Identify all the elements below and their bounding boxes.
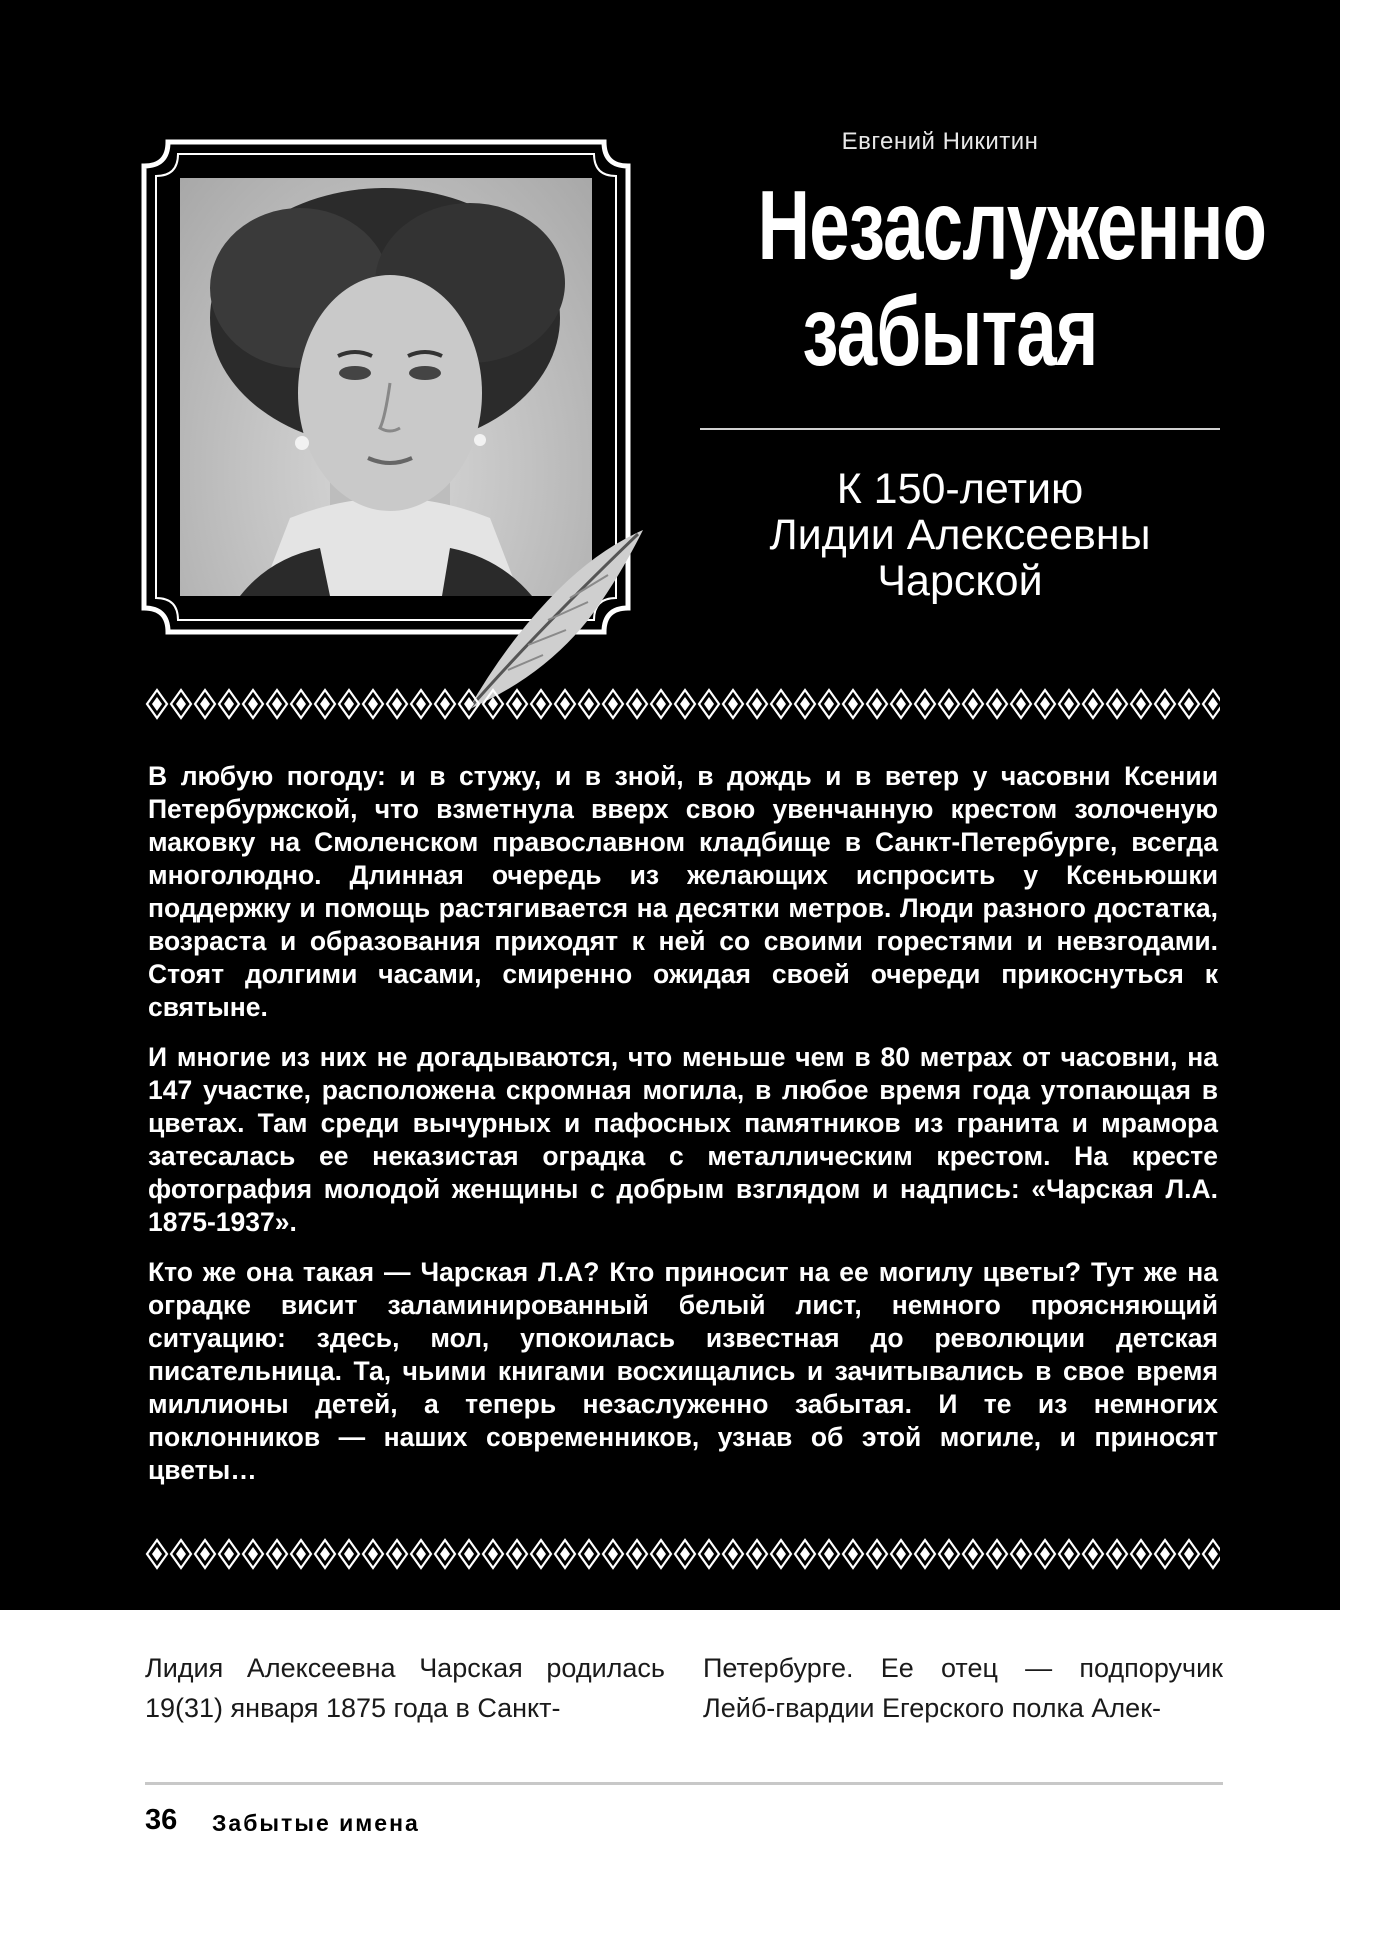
ornament-divider-bottom [145,1536,1220,1572]
lead-paragraph-1: В любую погоду: и в стужу, и в зной, в дождь и в ветер у часовни Ксении Петербуржской, что взметнула вверх свою увенчанную крестом золоченую маковку на Смоленском православном кладбище в Санкт-Петербурге, всегда многолюдно. Длинная очередь из желающих испросить у Ксеньюшки поддержку и помощь растягивается на десятки метров. Люди разного достатка, возраста и образования приходят к ней со своими горестями и невзгодами. Стоят долгими часами, смиренно ожидая своей очереди прикоснуться к святыне. [148,761,1218,1022]
article-title [757,170,1267,386]
page-number: 36 [145,1804,178,1836]
subtitle-line-1: К 150-летию [836,465,1084,513]
subtitle-line-3: Чарской [877,557,1043,605]
body-column-right: Петербурге. Ее отец — подпоручик Лейб-гвардии Егерского полка Алек- [703,1653,1223,1723]
title-divider [700,428,1220,430]
article-subtitle [700,466,1220,604]
subtitle-line-2: Лидии Алексеевны [769,511,1151,559]
lead-paragraph-3: Кто же она такая — Чарская Л.А? Кто приносит на ее могилу цветы? Тут же на оградке висит заламинированный белый лист, немного проясняющий ситуацию: здесь, мол, упокоилась известная до революции детская писательница. Та, чьими книгами восхищались и зачитывались в свое время миллионы детей, а теперь незаслуженно забытая. И те из немногих поклонников — наших современников, узнав об этой могиле, и приносят цветы… [148,1257,1218,1485]
author-name: Евгений Никитин [841,128,1039,155]
title-line-2: забытая [802,276,1098,386]
ornament-divider-top [145,686,1220,722]
lead-paragraph-2: И многие из них не догадываются, что меньше чем в 80 метрах от часовни, на 147 участке, расположена скромная могила, в любое время года утопающая в цветах. Там среди вычурных и пафосных памятников из гранита и мрамора затесалась ее неказистая оградка с металлическим крестом. На кресте фотография молодой женщины с добрым взглядом и надпись: «Чарская Л.А. 1875-1937». [148,1042,1218,1237]
lead-text [148,760,1218,1504]
title-line-1: Незаслуженно [757,170,1267,280]
body-column-left: Лидия Алексеевна Чарская родилась 19(31) января 1875 года в Санкт- [145,1653,665,1723]
footer-divider [145,1782,1223,1785]
section-name: Забытые имена [212,1810,420,1836]
